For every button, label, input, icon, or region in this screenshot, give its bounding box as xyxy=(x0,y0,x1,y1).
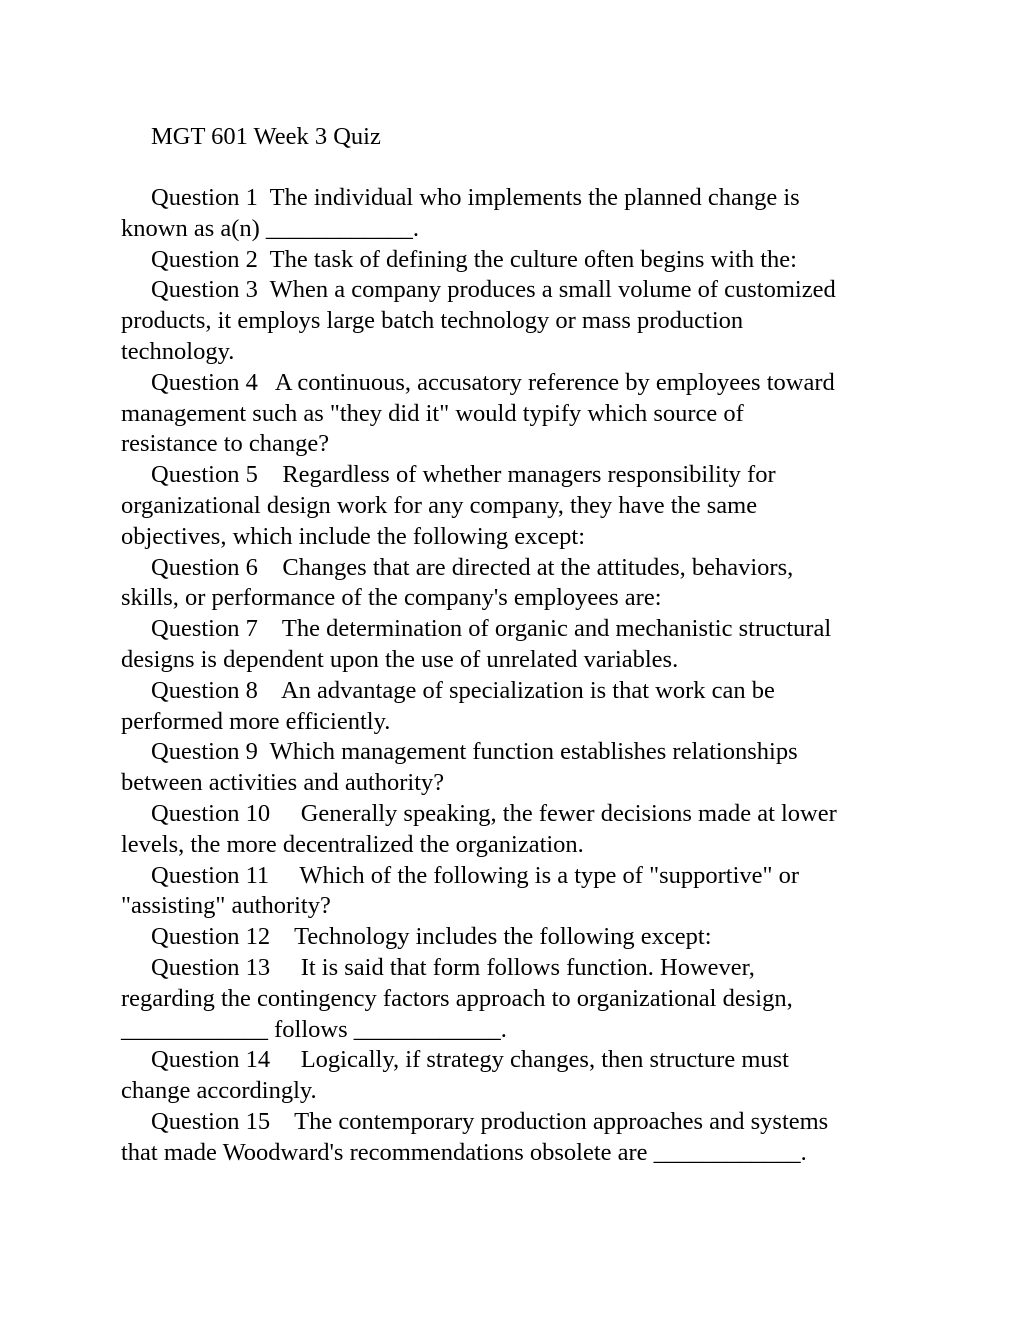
question-list xyxy=(121,183,921,1169)
question-12 xyxy=(121,922,921,953)
question-1-first-line: Question 1 The individual who implements the planned change is xyxy=(151,184,800,211)
question-1 xyxy=(121,183,921,245)
question-9 xyxy=(121,737,921,799)
question-7 xyxy=(121,614,921,676)
question-8 xyxy=(121,676,921,738)
question-14-continuation: change accordingly. xyxy=(121,1077,317,1105)
question-13 xyxy=(121,953,921,1045)
question-5-first-line: Question 5 Regardless of whether managers responsibility for xyxy=(151,461,776,489)
question-10 xyxy=(121,799,921,861)
question-5 xyxy=(121,460,921,552)
question-10-first-line: Question 10 Generally speaking, the fewer decisions made at lower xyxy=(151,799,837,827)
question-13-continuation: regarding the contingency factors approach to organizational design, ____________ follows ____________. xyxy=(121,984,793,1043)
document-title: MGT 601 Week 3 Quiz xyxy=(151,123,381,150)
question-4 xyxy=(121,368,921,460)
question-3-continuation: products, it employs large batch technology or mass production technology. xyxy=(121,307,744,365)
question-11-first-line: Question 11 Which of the following is a type of "supportive" or xyxy=(151,861,800,889)
question-13-first-line: Question 13 It is said that form follows function. However, xyxy=(151,953,755,981)
question-2 xyxy=(121,245,921,276)
question-11-continuation: "assisting" authority? xyxy=(121,892,331,920)
question-12-text: Question 12 Technology includes the following except: xyxy=(151,923,712,951)
question-4-continuation: management such as "they did it" would typify which source of resistance to change? xyxy=(121,399,744,458)
question-9-continuation: between activities and authority? xyxy=(121,769,445,797)
question-7-first-line: Question 7 The determination of organic and mechanistic structural xyxy=(151,615,832,643)
question-5-continuation: organizational design work for any company, they have the same objectives, which include the following except: xyxy=(121,491,758,550)
question-8-continuation: performed more efficiently. xyxy=(121,707,391,735)
question-15-continuation: that made Woodward's recommendations obsolete are ____________. xyxy=(121,1138,807,1166)
question-11 xyxy=(121,861,921,923)
question-3-first-line: Question 3 When a company produces a small volume of customized xyxy=(151,276,836,304)
question-10-continuation: levels, the more decentralized the organization. xyxy=(121,830,584,858)
question-14 xyxy=(121,1045,921,1107)
question-6-first-line: Question 6 Changes that are directed at the attitudes, behaviors, xyxy=(151,553,794,581)
question-7-continuation: designs is dependent upon the use of unrelated variables. xyxy=(121,645,679,673)
question-6-continuation: skills, or performance of the company's employees are: xyxy=(121,584,662,612)
question-15 xyxy=(121,1107,921,1169)
question-4-first-line: Question 4 A continuous, accusatory reference by employees toward xyxy=(151,368,835,396)
question-3 xyxy=(121,275,921,367)
question-1-continuation: known as a(n) ____________. xyxy=(121,214,420,242)
question-8-first-line: Question 8 An advantage of specialization is that work can be xyxy=(151,676,775,704)
question-14-first-line: Question 14 Logically, if strategy changes, then structure must xyxy=(151,1046,789,1074)
question-9-first-line: Question 9 Which management function establishes relationships xyxy=(151,738,798,766)
question-2-text: Question 2 The task of defining the culture often begins with the: xyxy=(151,245,797,273)
question-15-first-line: Question 15 The contemporary production approaches and systems xyxy=(151,1107,829,1135)
question-6 xyxy=(121,553,921,615)
